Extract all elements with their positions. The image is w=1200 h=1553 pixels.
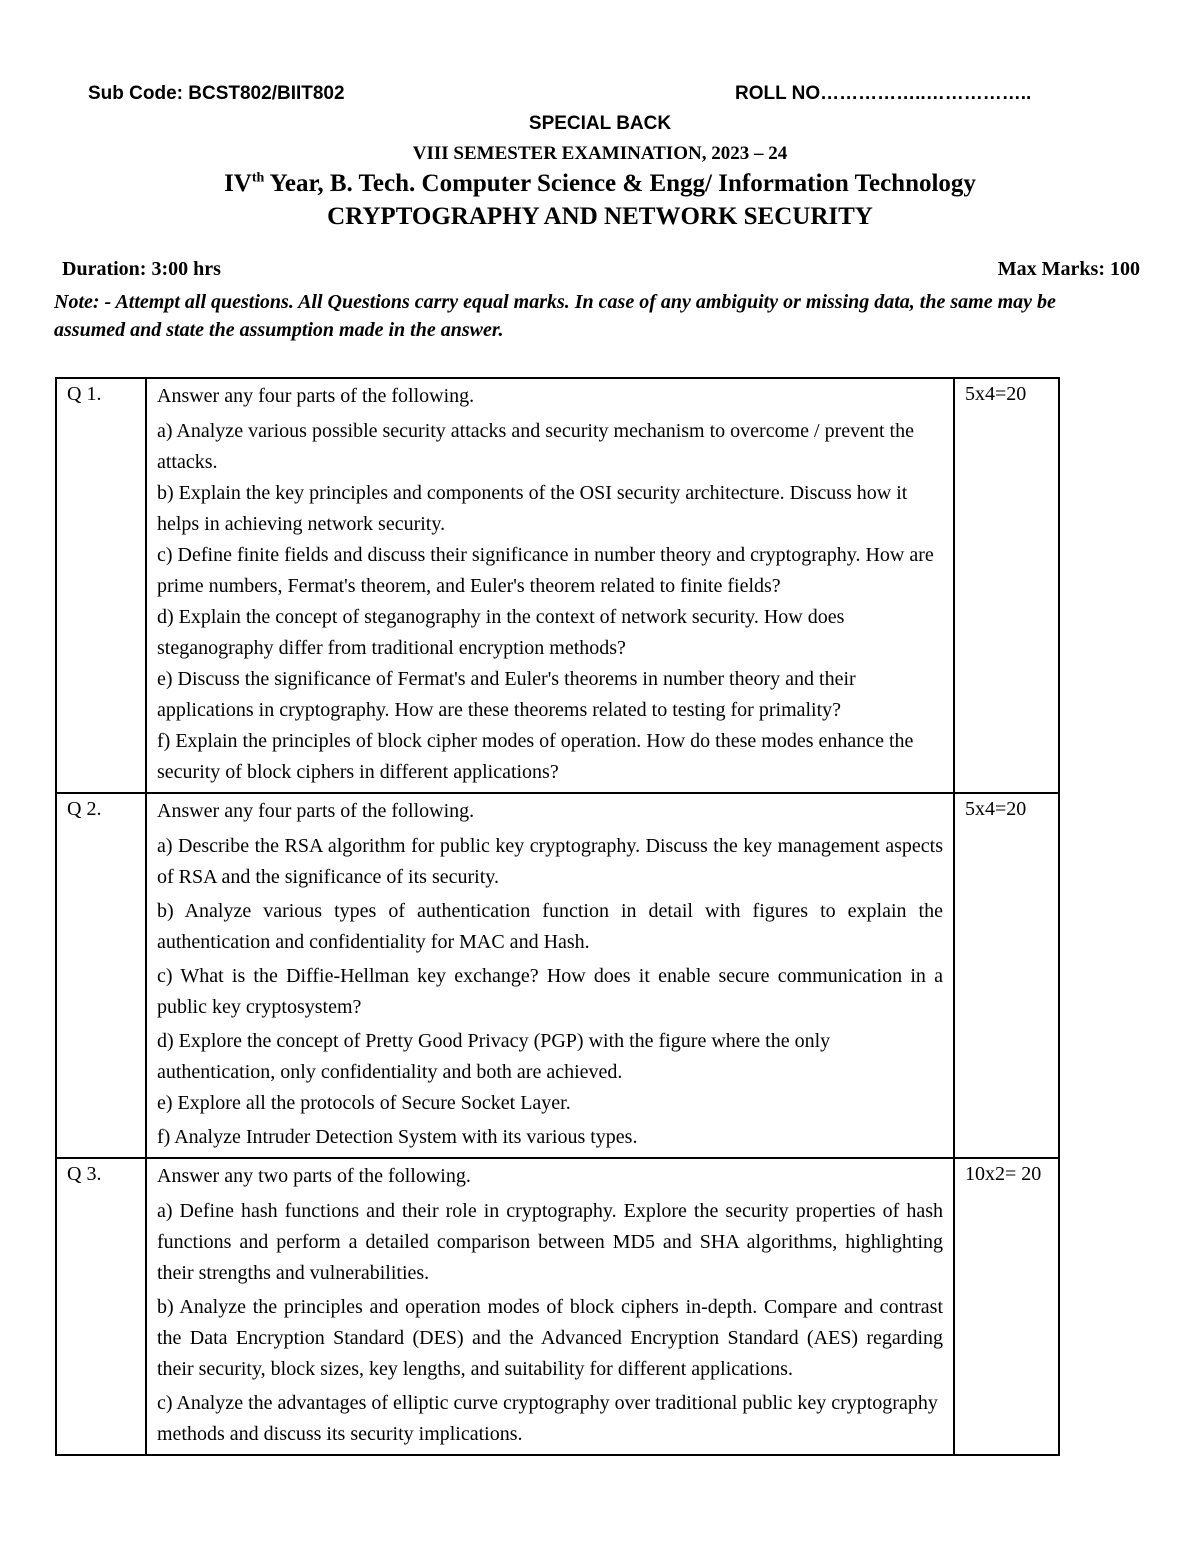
max-marks: Max Marks: 100 [997, 258, 1140, 280]
year-superscript: th [251, 170, 265, 186]
subject-title: CRYPTOGRAPHY AND NETWORK SECURITY [327, 203, 873, 230]
question-part: d) Explain the concept of steganography in the context of network security. How does steganography differ from traditional encryption methods? [157, 606, 845, 659]
question-number: Q 1. [56, 378, 146, 793]
year-rest: Year, B. Tech. Computer Science & Engg/ Information Technology [264, 170, 976, 197]
special-back-heading: SPECIAL BACK [528, 113, 672, 134]
instructions-note: Note: - Attempt all questions. All Questions carry equal marks. In case of any ambiguity or missing data, the same may be assumed and state the assumption made in the answer. [54, 291, 1056, 341]
duration: Duration: 3:00 hrs [62, 258, 221, 280]
roll-no: ROLL NO……………..…………….. [735, 83, 1032, 104]
question-part: c) Define finite fields and discuss their significance in number theory and cryptography. How are prime numbers, Fermat's theorem, and Euler's theorem related to finite fields? [157, 544, 934, 597]
year-heading [0, 170, 1200, 198]
question-part: d) Explore the concept of Pretty Good Privacy (PGP) with the figure where the only authentication, only confidentiality and both are achieved. [157, 1030, 831, 1083]
question-part: b) Explain the key principles and components of the OSI security architecture. Discuss how it helps in achieving network security. [157, 482, 908, 535]
question-intro: Answer any four parts of the following. [157, 385, 475, 407]
question-intro: Answer any four parts of the following. [157, 800, 475, 822]
question-part: c) Analyze the advantages of elliptic curve cryptography over traditional public key cryptography methods and discuss its security implications. [157, 1392, 938, 1445]
question-marks: 5x4=20 [954, 793, 1059, 1158]
question-part: c) What is the Diffie-Hellman key exchange? How does it enable secure communication in a public key cryptosystem? [157, 965, 943, 1018]
question-number: Q 2. [56, 793, 146, 1158]
question-number: Q 3. [56, 1158, 146, 1455]
question-row [56, 378, 1059, 793]
question-part: b) Analyze various types of authentication function in detail with figures to explain the authentication and confidentiality for MAC and Hash. [157, 900, 943, 953]
question-body [146, 1158, 954, 1455]
question-part: a) Describe the RSA algorithm for public key cryptography. Discuss the key management aspects of RSA and the significance of its security. [157, 835, 943, 888]
question-marks: 10x2= 20 [954, 1158, 1059, 1455]
question-table [55, 377, 1060, 1456]
question-part: b) Analyze the principles and operation modes of block ciphers in-depth. Compare and contrast the Data Encryption Standard (DES) and the Advanced Encryption Standard (AES) regarding their security, block sizes, key lengths, and suitability for different applications. [157, 1296, 943, 1380]
question-part: f) Explain the principles of block cipher modes of operation. How do these modes enhance the security of block ciphers in different applications? [157, 730, 914, 783]
question-body [146, 793, 954, 1158]
semester-heading: VIII SEMESTER EXAMINATION, 2023 – 24 [412, 143, 788, 164]
question-marks: 5x4=20 [954, 378, 1059, 793]
question-part: e) Discuss the significance of Fermat's and Euler's theorems in number theory and their applications in cryptography. How are these theorems related to testing for primality? [157, 668, 856, 721]
question-row [56, 793, 1059, 1158]
question-part: a) Define hash functions and their role in cryptography. Explore the security properties of hash functions and perform a detailed comparison between MD5 and SHA algorithms, highlighting their strengths and vulnerabilities. [157, 1200, 943, 1284]
question-part: e) Explore all the protocols of Secure Socket Layer. [157, 1092, 571, 1114]
question-body [146, 378, 954, 793]
question-row [56, 1158, 1059, 1455]
year-prefix: IV [224, 170, 252, 197]
question-part: f) Analyze Intruder Detection System with its various types. [157, 1126, 638, 1148]
question-intro: Answer any two parts of the following. [157, 1165, 471, 1187]
sub-code: Sub Code: BCST802/BIIT802 [88, 83, 345, 104]
question-part: a) Analyze various possible security attacks and security mechanism to overcome / prevent the attacks. [157, 420, 914, 473]
